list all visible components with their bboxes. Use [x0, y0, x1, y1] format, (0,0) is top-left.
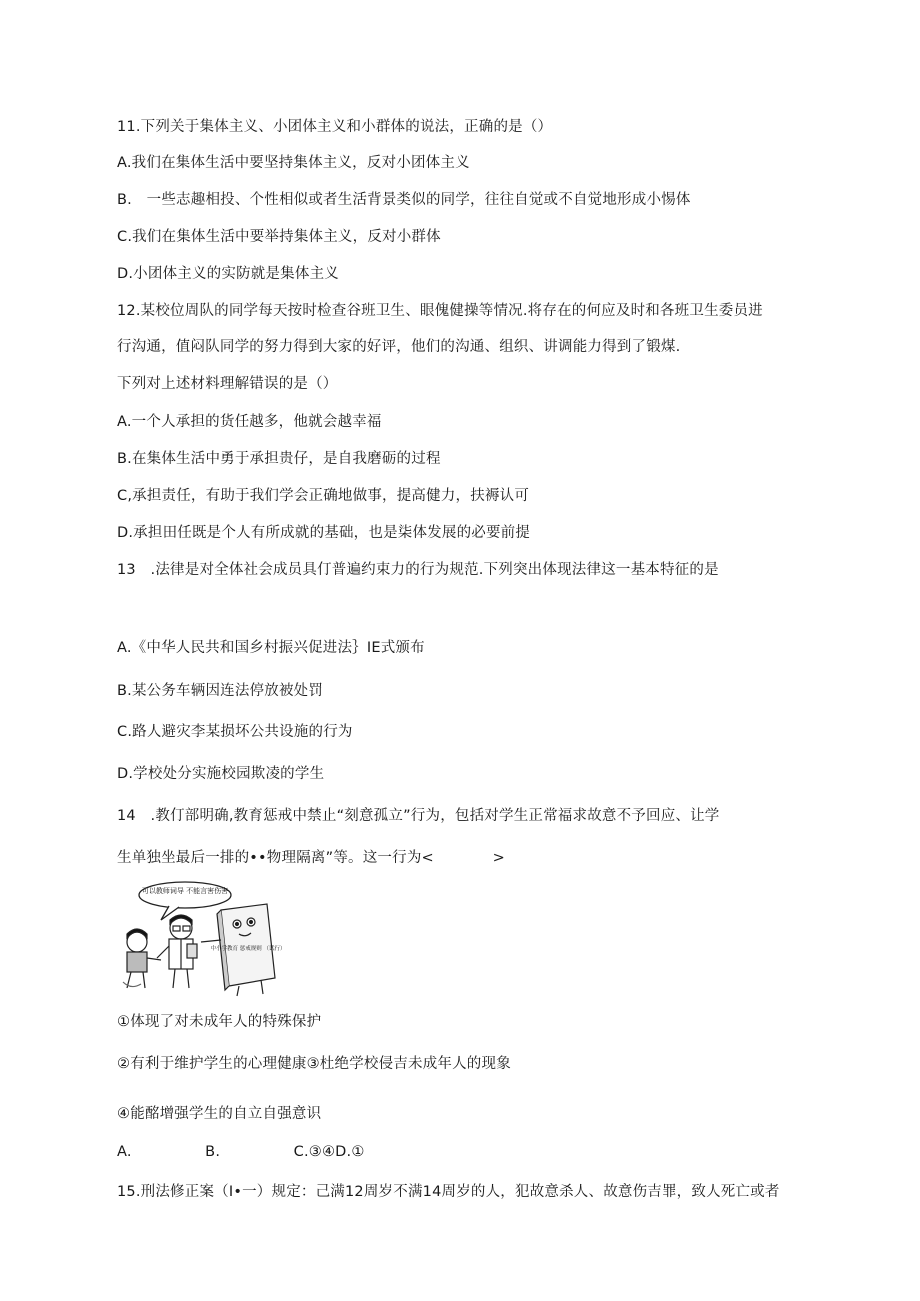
bubble-text: 可以教师词导 不能言害伤害	[141, 887, 229, 895]
q11-option-c: C.我们在集体生活中要举持集体主义，反对小群体	[117, 229, 441, 245]
q14-choices: A. B. C.③④D.①	[117, 1144, 365, 1160]
q12-option-c: C,承担责任，有助于我们学会正确地做事，提高健力，扶褥认可	[117, 488, 530, 504]
q11-option-a: A.我们在集体生活中要坚持集体主义，反对小团体主义	[117, 155, 470, 171]
rulebook-figure	[201, 904, 285, 996]
q13-option-d: D.学校处分实施校园欺凌的学生	[117, 766, 325, 782]
book-text: 中小学教育 惩戒规则 （试行）	[210, 946, 285, 952]
q14-item-2-3: ②有利于维护学生的心理健康③杜绝学校侵吉未成年人的现象	[117, 1056, 511, 1072]
q13-stem: 13 .法律是对全体社会成员具仃普遍约束力的行为规范.下列突出体现法律这一基本特征的是	[117, 562, 719, 578]
q12-option-b: B.在集体生活中勇于承担贵仔，是自我磨砺的过程	[117, 451, 441, 467]
q14-stem-line2: 生单独坐最后一排的••物理隔离”等。这一行为< >	[117, 850, 506, 866]
q11-stem: 11.下列关于集体主义、小团体主义和小群体的说法，正确的是（）	[117, 119, 553, 135]
q13-option-c: C.路人避灾李某损坏公共设施的行为	[117, 724, 353, 740]
q15-stem: 15.刑法修正案（I•一）规定：己满12周岁不满14周岁的人，犯故意杀人、故意伤吉罪，致人死亡或者	[117, 1184, 780, 1200]
q13-option-a: A.《中华人民共和国乡村振兴促进法｝IE式颁布	[117, 640, 425, 656]
q12-stem-line1: 12.某校位周队的同学每天按时检查谷班卫生、眼傀健操等情况.将存在的何应及时和各班卫生委员进	[117, 303, 763, 319]
q12-stem-line2: 行沟通，值闷队同学的努力得到大家的好评，他们的沟通、组织、讲调能力得到了锻煤.	[117, 339, 681, 355]
q12-option-d: D.承担田任既是个人有所成就的基础，也是柒体发展的必要前提	[117, 525, 531, 541]
q13-option-b: B.某公务车辆因连法停放被处罚	[117, 683, 324, 699]
q14-stem-line1: 14 .教仃部明确,教育惩戒中禁止“刻意孤立”行为，包括对学生正常福求故意不予回应、让学	[117, 808, 720, 824]
q11-option-b: B. 一些志趣相投、个性相似或者生活背景类似的同学，往往自觉或不自觉地形成小惕体	[117, 192, 691, 208]
cartoon-illustration	[117, 880, 285, 998]
q11-option-d: D.小团体主义的实防就是集体主义	[117, 266, 339, 282]
q12-option-a: A.一个人承担的货任越多，他就会越幸福	[117, 414, 382, 430]
child-figure	[123, 929, 161, 988]
q14-item-4: ④能酩增强学生的自立自强意识	[117, 1106, 322, 1122]
teacher-figure	[157, 915, 197, 988]
q14-item-1: ①体现了对未成年人的特殊保护	[117, 1014, 322, 1030]
q12-stem-line3: 下列对上述材料理解错误的是（）	[117, 376, 338, 392]
